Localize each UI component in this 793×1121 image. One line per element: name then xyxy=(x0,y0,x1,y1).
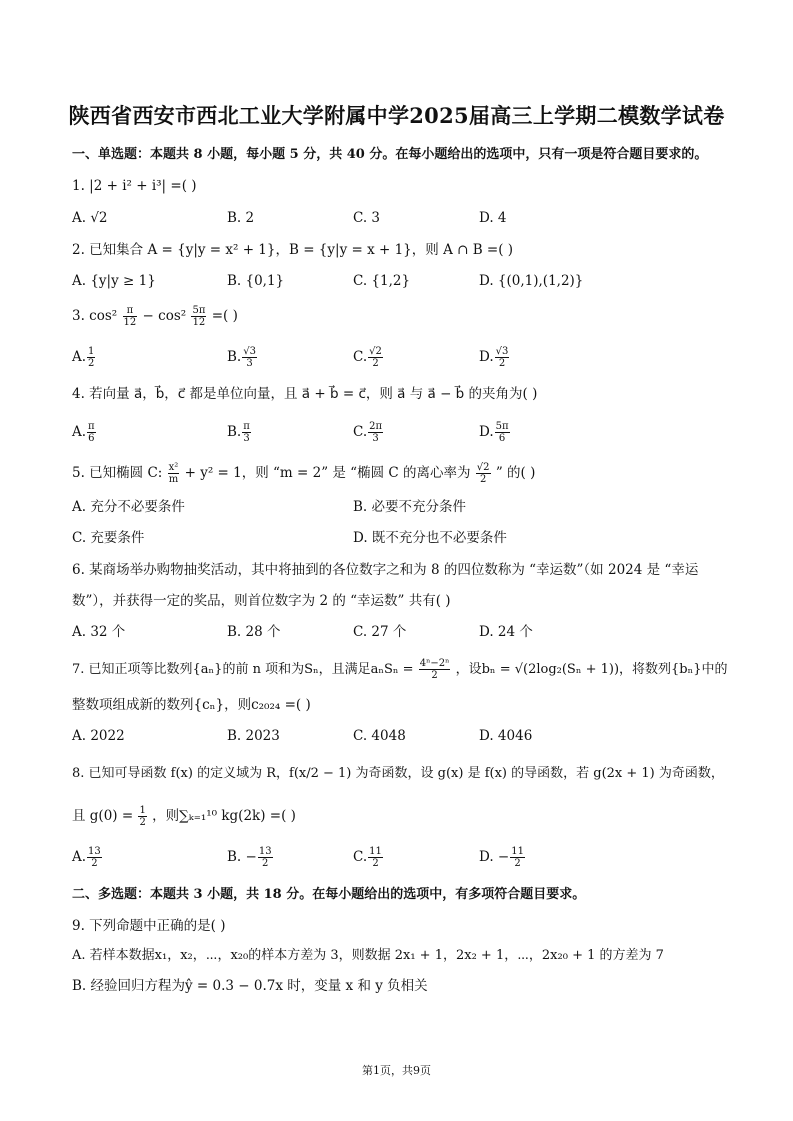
q7-option-d: D. 4046 xyxy=(479,728,533,744)
q2-option-c: C. {1,2} xyxy=(353,273,411,289)
question-6-stem-line-2: 数”），并获得一定的奖品，则首位数字为 2 的 “幸运数” 共有( ) xyxy=(72,593,451,609)
q6-option-d: D. 24 个 xyxy=(479,624,533,640)
question-9-stem: 9. 下列命题中正确的是( ) xyxy=(72,918,226,934)
q4-option-c: C. $\frac{2\pi}{3}$ xyxy=(353,421,383,444)
q4-option-d: D. $\frac{5\pi}{6}$ xyxy=(479,421,509,444)
q8-option-a: A. $\frac{13}{2}$ xyxy=(72,846,101,869)
q2-option-d: D. {(0,1),(1,2)} xyxy=(479,273,584,289)
q7-option-b: B. 2023 xyxy=(227,728,280,744)
q4-option-a: A. $\frac{\pi}{6}$ xyxy=(72,421,95,444)
q9-option-a: A. 若样本数据x₁，x₂，⋯，x₂₀的样本方差为 3，则数据 2x₁ + 1，2x₂ + 1，⋯，2x₂₀ + 1 的方差为 7 xyxy=(72,948,664,963)
question-1-stem: 1. |2 + i² + i³| =( ) xyxy=(72,178,197,194)
q5-option-c: C. 充要条件 xyxy=(72,530,145,546)
q1-option-a: A. √2 xyxy=(72,210,108,226)
q2-option-b: B. {0,1} xyxy=(227,273,285,289)
question-6-stem-line-1: 6. 某商场举办购物抽奖活动，其中将抽到的各位数字之和为 8 的四位数称为 “幸运数”（如 2024 是 “幸运 xyxy=(72,562,699,578)
q5-option-a: A. 充分不必要条件 xyxy=(72,499,185,515)
q2-option-a: A. {y|y ≥ 1} xyxy=(72,273,156,289)
q1-option-c: C. 3 xyxy=(353,210,381,226)
question-8-stem-line-1: 8. 已知可导函数 f(x) 的定义域为 R，f(x/2 − 1) 为奇函数，设 g(x) 是 f(x) 的导函数，若 g(2x + 1) 为奇函数， xyxy=(72,766,724,781)
q7-fraction: $\frac{\text{4ⁿ−2ⁿ}}{2}$ xyxy=(419,658,450,681)
q3-stem-mid: − cos² xyxy=(142,308,187,324)
q6-option-a: A. 32 个 xyxy=(72,624,126,640)
q3-stem-suffix: =( ) xyxy=(211,308,238,324)
q7-option-c: C. 4048 xyxy=(353,728,406,744)
question-5-stem: 5. 已知椭圆 C: $\frac{\text{x²}}{m}$ + y² = 1，则 “m = 2” 是 “椭圆 C 的离心率为 $\frac{√2}{2}$ ” 的( ) xyxy=(72,462,536,485)
q5-ellipse-fraction: $\frac{\text{x²}}{m}$ xyxy=(168,462,179,485)
q3-option-d: D. $\frac{√3}{2}$ xyxy=(479,346,509,369)
q5-option-d: D. 既不充分也不必要条件 xyxy=(353,530,507,546)
question-7-stem-line-2: 整数项组成新的数列{cₙ}，则c₂₀₂₄ =( ) xyxy=(72,697,311,713)
q8-option-c: C. $\frac{11}{2}$ xyxy=(353,846,382,869)
question-7-stem-line-1: 7. 已知正项等比数列{aₙ}的前 n 项和为Sₙ，且满足aₙSₙ = $\frac{\text{4ⁿ−2ⁿ}}{2}$ ，设bₙ = √(2log₂(Sₙ + 1))，将数列{bₙ}中的 xyxy=(72,658,728,681)
q3-option-c: C. $\frac{√2}{2}$ xyxy=(353,346,382,369)
q3-option-b: B. $\frac{√3}{3}$ xyxy=(227,346,256,369)
question-4-stem: 4. 若向量 a⃗，b⃗，c⃗ 都是单位向量，且 a⃗ + b⃗ = c⃗，则 a⃗ 与 a⃗ − b⃗ 的夹角为( ) xyxy=(72,386,538,402)
question-3-stem xyxy=(72,305,238,328)
q4-option-b: B. $\frac{\pi}{3}$ xyxy=(227,421,250,444)
page-title: 陕西省西安市西北工业大学附属中学2025届高三上学期二模数学试卷 xyxy=(68,103,725,128)
q8-option-d: D. − $\frac{11}{2}$ xyxy=(479,846,524,869)
question-2-stem: 2. 已知集合 A = {y|y = x² + 1}，B = {y|y = x + 1}，则 A ∩ B =( ) xyxy=(72,242,514,258)
page-footer: 第1页，共9页 xyxy=(362,1064,431,1077)
q7-option-a: A. 2022 xyxy=(72,728,125,744)
q9-option-b: B. 经验回归方程为ŷ = 0.3 − 0.7x 时，变量 x 和 y 负相关 xyxy=(72,978,428,994)
q1-option-b: B. 2 xyxy=(227,210,255,226)
q8-option-b: B. − $\frac{13}{2}$ xyxy=(227,846,272,869)
q1-option-d: D. 4 xyxy=(479,210,507,226)
q3-stem-prefix: 3. cos² xyxy=(72,308,118,324)
q5-eccentricity-fraction: $\frac{√2}{2}$ xyxy=(476,462,490,485)
q3-fraction-1: $\frac{\pi}{12}$ xyxy=(123,305,137,328)
question-8-stem-line-2: 且 g(0) = $\frac{1}{2}$ ，则∑ₖ₌₁¹⁰ kg(2k) =( ) xyxy=(72,805,296,828)
section-heading-multiple-choice: 二、多选题：本题共 3 小题，共 18 分。在每小题给出的选项中，有多项符合题目要求。 xyxy=(72,887,586,902)
q6-option-c: C. 27 个 xyxy=(353,624,407,640)
q3-option-a: A. $\frac{1}{2}$ xyxy=(72,346,95,369)
section-heading-single-choice: 一、单选题：本题共 8 小题，每小题 5 分，共 40 分。在每小题给出的选项中，只有一项是符合题目要求的。 xyxy=(72,147,708,162)
q5-option-b: B. 必要不充分条件 xyxy=(353,499,467,515)
q8-g0-fraction: $\frac{1}{2}$ xyxy=(139,805,146,828)
q3-fraction-2: $\frac{5\pi}{12}$ xyxy=(192,305,206,328)
q6-option-b: B. 28 个 xyxy=(227,624,281,640)
